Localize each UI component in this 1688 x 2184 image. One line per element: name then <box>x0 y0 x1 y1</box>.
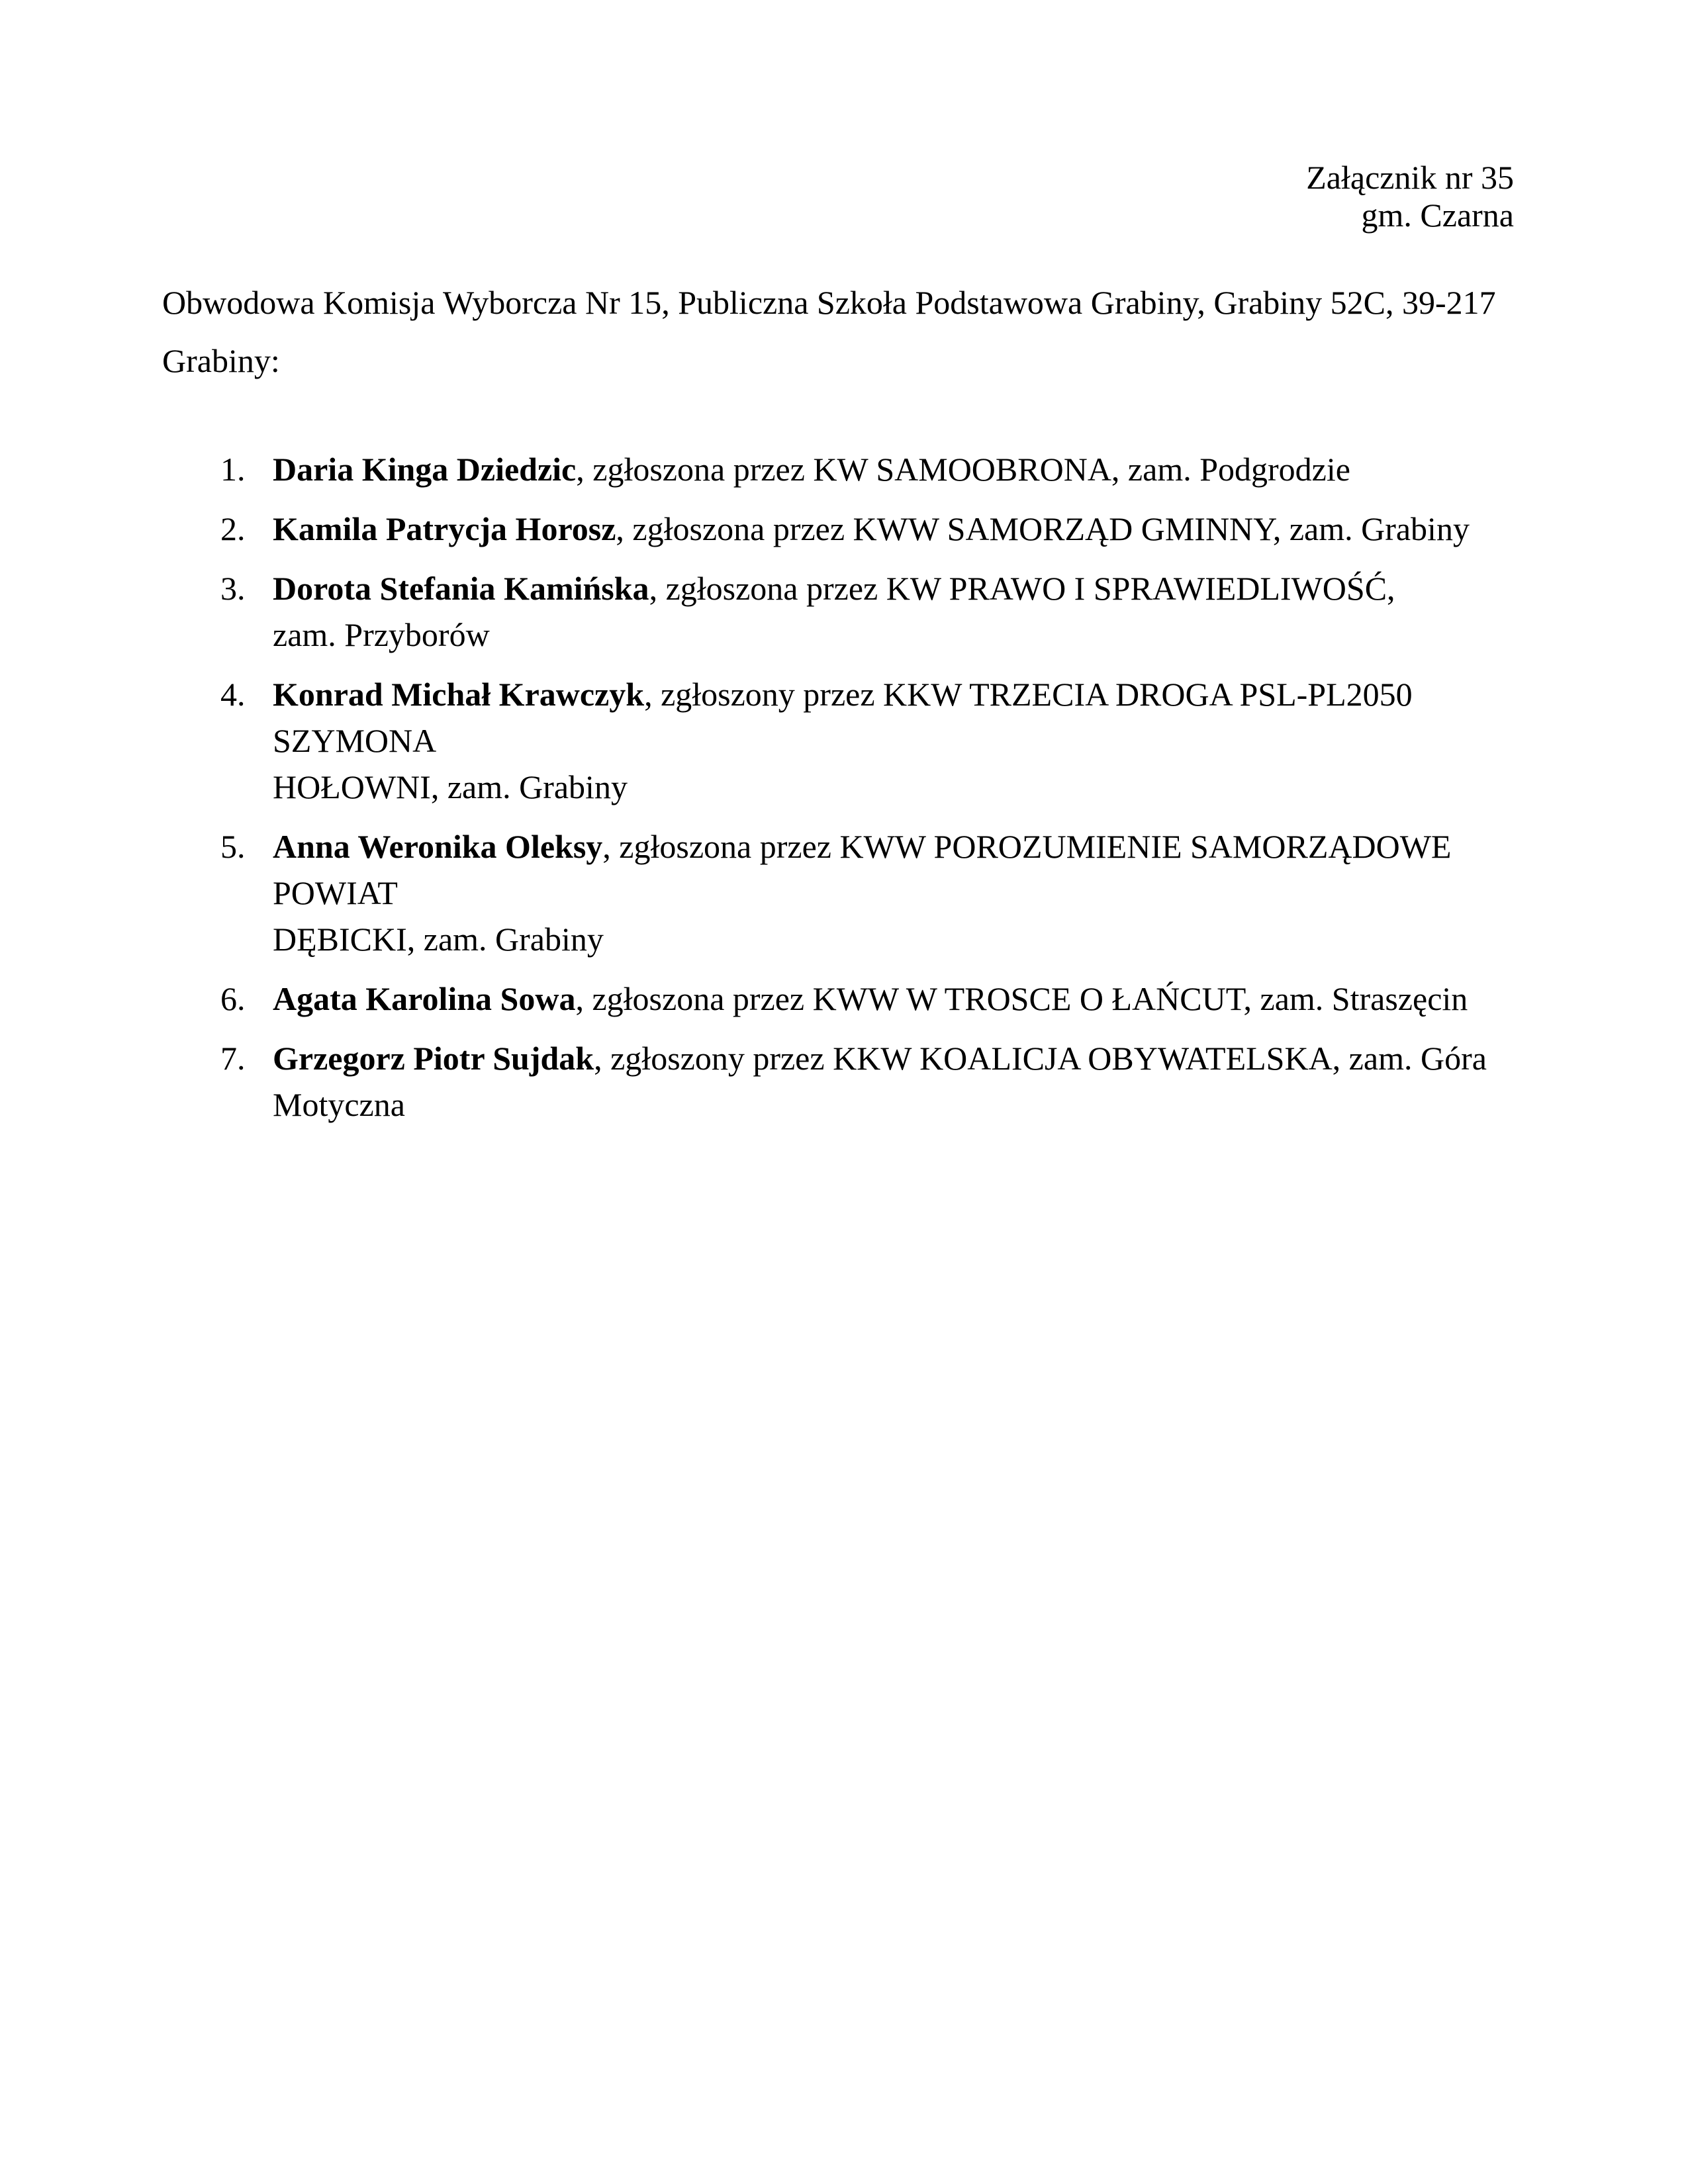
member-item <box>220 565 1514 658</box>
member-name: Agata Karolina Sowa <box>273 980 576 1017</box>
member-number: 7. <box>220 1040 246 1077</box>
member-item <box>220 506 1514 552</box>
member-line-1 <box>273 446 1514 492</box>
member-line-1 <box>273 976 1514 1022</box>
member-number: 4. <box>220 676 246 713</box>
member-list <box>220 446 1514 1128</box>
member-number: 3. <box>220 570 246 607</box>
member-line-2: HOŁOWNI, zam. Grabiny <box>273 768 628 805</box>
member-line-1 <box>273 565 1514 612</box>
member-details: , zgłoszona przez KWW POROZUMIENIE SAMORZĄDOWE POWIAT <box>273 828 1452 911</box>
intro-line-2: Grabiny: <box>162 342 280 379</box>
member-details: , zgłoszony przez KKW TRZECIA DROGA PSL-PL2050 SZYMONA <box>273 676 1413 759</box>
member-name: Konrad Michał Krawczyk <box>273 676 645 713</box>
member-item <box>220 671 1514 810</box>
member-name: Dorota Stefania Kamińska <box>273 570 649 607</box>
member-number: 5. <box>220 828 246 865</box>
member-line-1 <box>273 506 1514 552</box>
intro-line-1: Obwodowa Komisja Wyborcza Nr 15, Publiczna Szkoła Podstawowa Grabiny, Grabiny 52C, 39-217 <box>162 284 1496 321</box>
member-item <box>220 823 1514 962</box>
member-number: 2. <box>220 510 246 547</box>
member-number: 1. <box>220 451 246 488</box>
member-details: , zgłoszony przez KKW KOALICJA OBYWATELSKA, zam. Góra <box>594 1040 1487 1077</box>
member-item <box>220 976 1514 1022</box>
member-item <box>220 1035 1514 1128</box>
member-name: Daria Kinga Dziedzic <box>273 451 577 488</box>
member-name: Kamila Patrycja Horosz <box>273 510 616 547</box>
member-details: , zgłoszona przez KWW W TROSCE O ŁAŃCUT, zam. Straszęcin <box>575 980 1468 1017</box>
member-item <box>220 446 1514 492</box>
member-details: , zgłoszona przez KW SAMOOBRONA, zam. Podgrodzie <box>576 451 1350 488</box>
member-name: Grzegorz Piotr Sujdak <box>273 1040 594 1077</box>
municipality-label: gm. Czarna <box>1361 197 1514 234</box>
member-name: Anna Weronika Oleksy <box>273 828 603 865</box>
member-details: , zgłoszona przez KWW SAMORZĄD GMINNY, zam. Grabiny <box>616 510 1470 547</box>
intro-paragraph <box>162 273 1514 390</box>
member-line-2: DĘBICKI, zam. Grabiny <box>273 921 604 958</box>
document-header <box>162 159 1514 234</box>
member-line-2: zam. Przyborów <box>273 616 490 653</box>
member-details: , zgłoszona przez KW PRAWO I SPRAWIEDLIWOŚĆ, <box>649 570 1395 607</box>
member-line-2: Motyczna <box>273 1086 405 1123</box>
member-line-1 <box>273 671 1514 764</box>
attachment-label: Załącznik nr 35 <box>1306 159 1514 196</box>
member-line-1 <box>273 1035 1514 1081</box>
member-line-1 <box>273 823 1514 916</box>
member-number: 6. <box>220 980 246 1017</box>
